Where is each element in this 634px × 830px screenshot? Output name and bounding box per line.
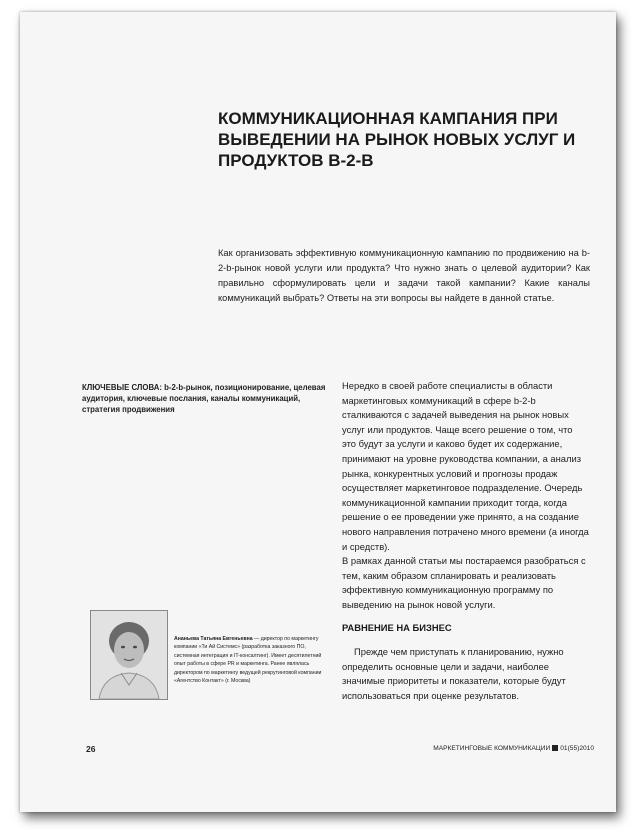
author-portrait-icon bbox=[91, 611, 167, 699]
magazine-page bbox=[20, 12, 616, 812]
body-paragraph-2: В рамках данной статьи мы постараемся разобраться с тем, каким образом спланировать и реализовать эффективную коммуникационную программу по выведению на рынок новой услуги. bbox=[342, 555, 586, 610]
magazine-name: МАРКЕТИНГОВЫЕ КОММУНИКАЦИИ bbox=[433, 745, 551, 752]
author-description: — директор по маркетингу компании «Ти Ай Системс» (разработка заказного ПО, системная интеграция и IT-консалтинг). Имеет десятилетний опыт работы в сфере PR и маркетинга. Ранее являлась директором по маркетингу ведущей рекрутинговой компании «Агентство Контакт» (г. Москва) bbox=[174, 636, 322, 685]
page-number: 26 bbox=[86, 744, 96, 754]
section-paragraph: Прежде чем приступать к планированию, нужно определить основные цели и задачи, наиболее значимые приоритеты и показатели, которые будут использоваться при оценке результатов. bbox=[342, 646, 566, 701]
body-paragraph-1: Нередко в своей работе специалисты в области маркетинговых коммуникаций в сфере b-2-b сталкиваются с задачей выведения на рынок новых услуг или продуктов. Чаще всего решение о том, что это будут за услуги и каково будет их содержание, принимают на уровне руководства компании, а анализ рынка, конкурентных условий и прогнозы продаж осуществляет маркетинговое подразделение. Очередь коммуникационной кампании приходит тогда, когда решение о ее проведении уже принято, а на создание нового направления потрачено много времени (а иногда и средств). bbox=[342, 380, 589, 552]
keywords-block bbox=[82, 382, 332, 415]
author-bio bbox=[174, 635, 326, 685]
article-lead: Как организовать эффективную коммуникационную кампанию по продвижению на b-2-b-рынок новой услуги или продукта? Что нужно знать о целевой аудитории? Как правильно сформулировать цели и задачи такой кампании? Какие каналы коммуникаций выбрать? Ответы на эти вопросы вы найдете в данной статье. bbox=[218, 248, 590, 303]
article-title: КОММУНИКАЦИОННАЯ КАМПАНИЯ ПРИ ВЫВЕДЕНИИ НА РЫНОК НОВЫХ УСЛУГ И ПРОДУКТОВ B-2-B bbox=[218, 109, 576, 170]
magazine-issue: 01(55)2010 bbox=[560, 745, 594, 752]
author-name: Ананьева Татьяна Евгеньевна bbox=[174, 636, 253, 642]
keywords-text: b-2-b-рынок, позиционирование, целевая аудитория, ключевые послания, каналы коммуникаций, стратегия продвижения bbox=[82, 383, 326, 414]
body-column bbox=[342, 379, 589, 613]
square-bullet-icon bbox=[552, 745, 558, 751]
section-heading: РАВНЕНИЕ НА БИЗНЕС bbox=[342, 622, 452, 633]
footer-magazine-info bbox=[426, 745, 594, 752]
author-photo bbox=[90, 610, 168, 700]
keywords-label: КЛЮЧЕВЫЕ СЛОВА: bbox=[82, 383, 162, 392]
